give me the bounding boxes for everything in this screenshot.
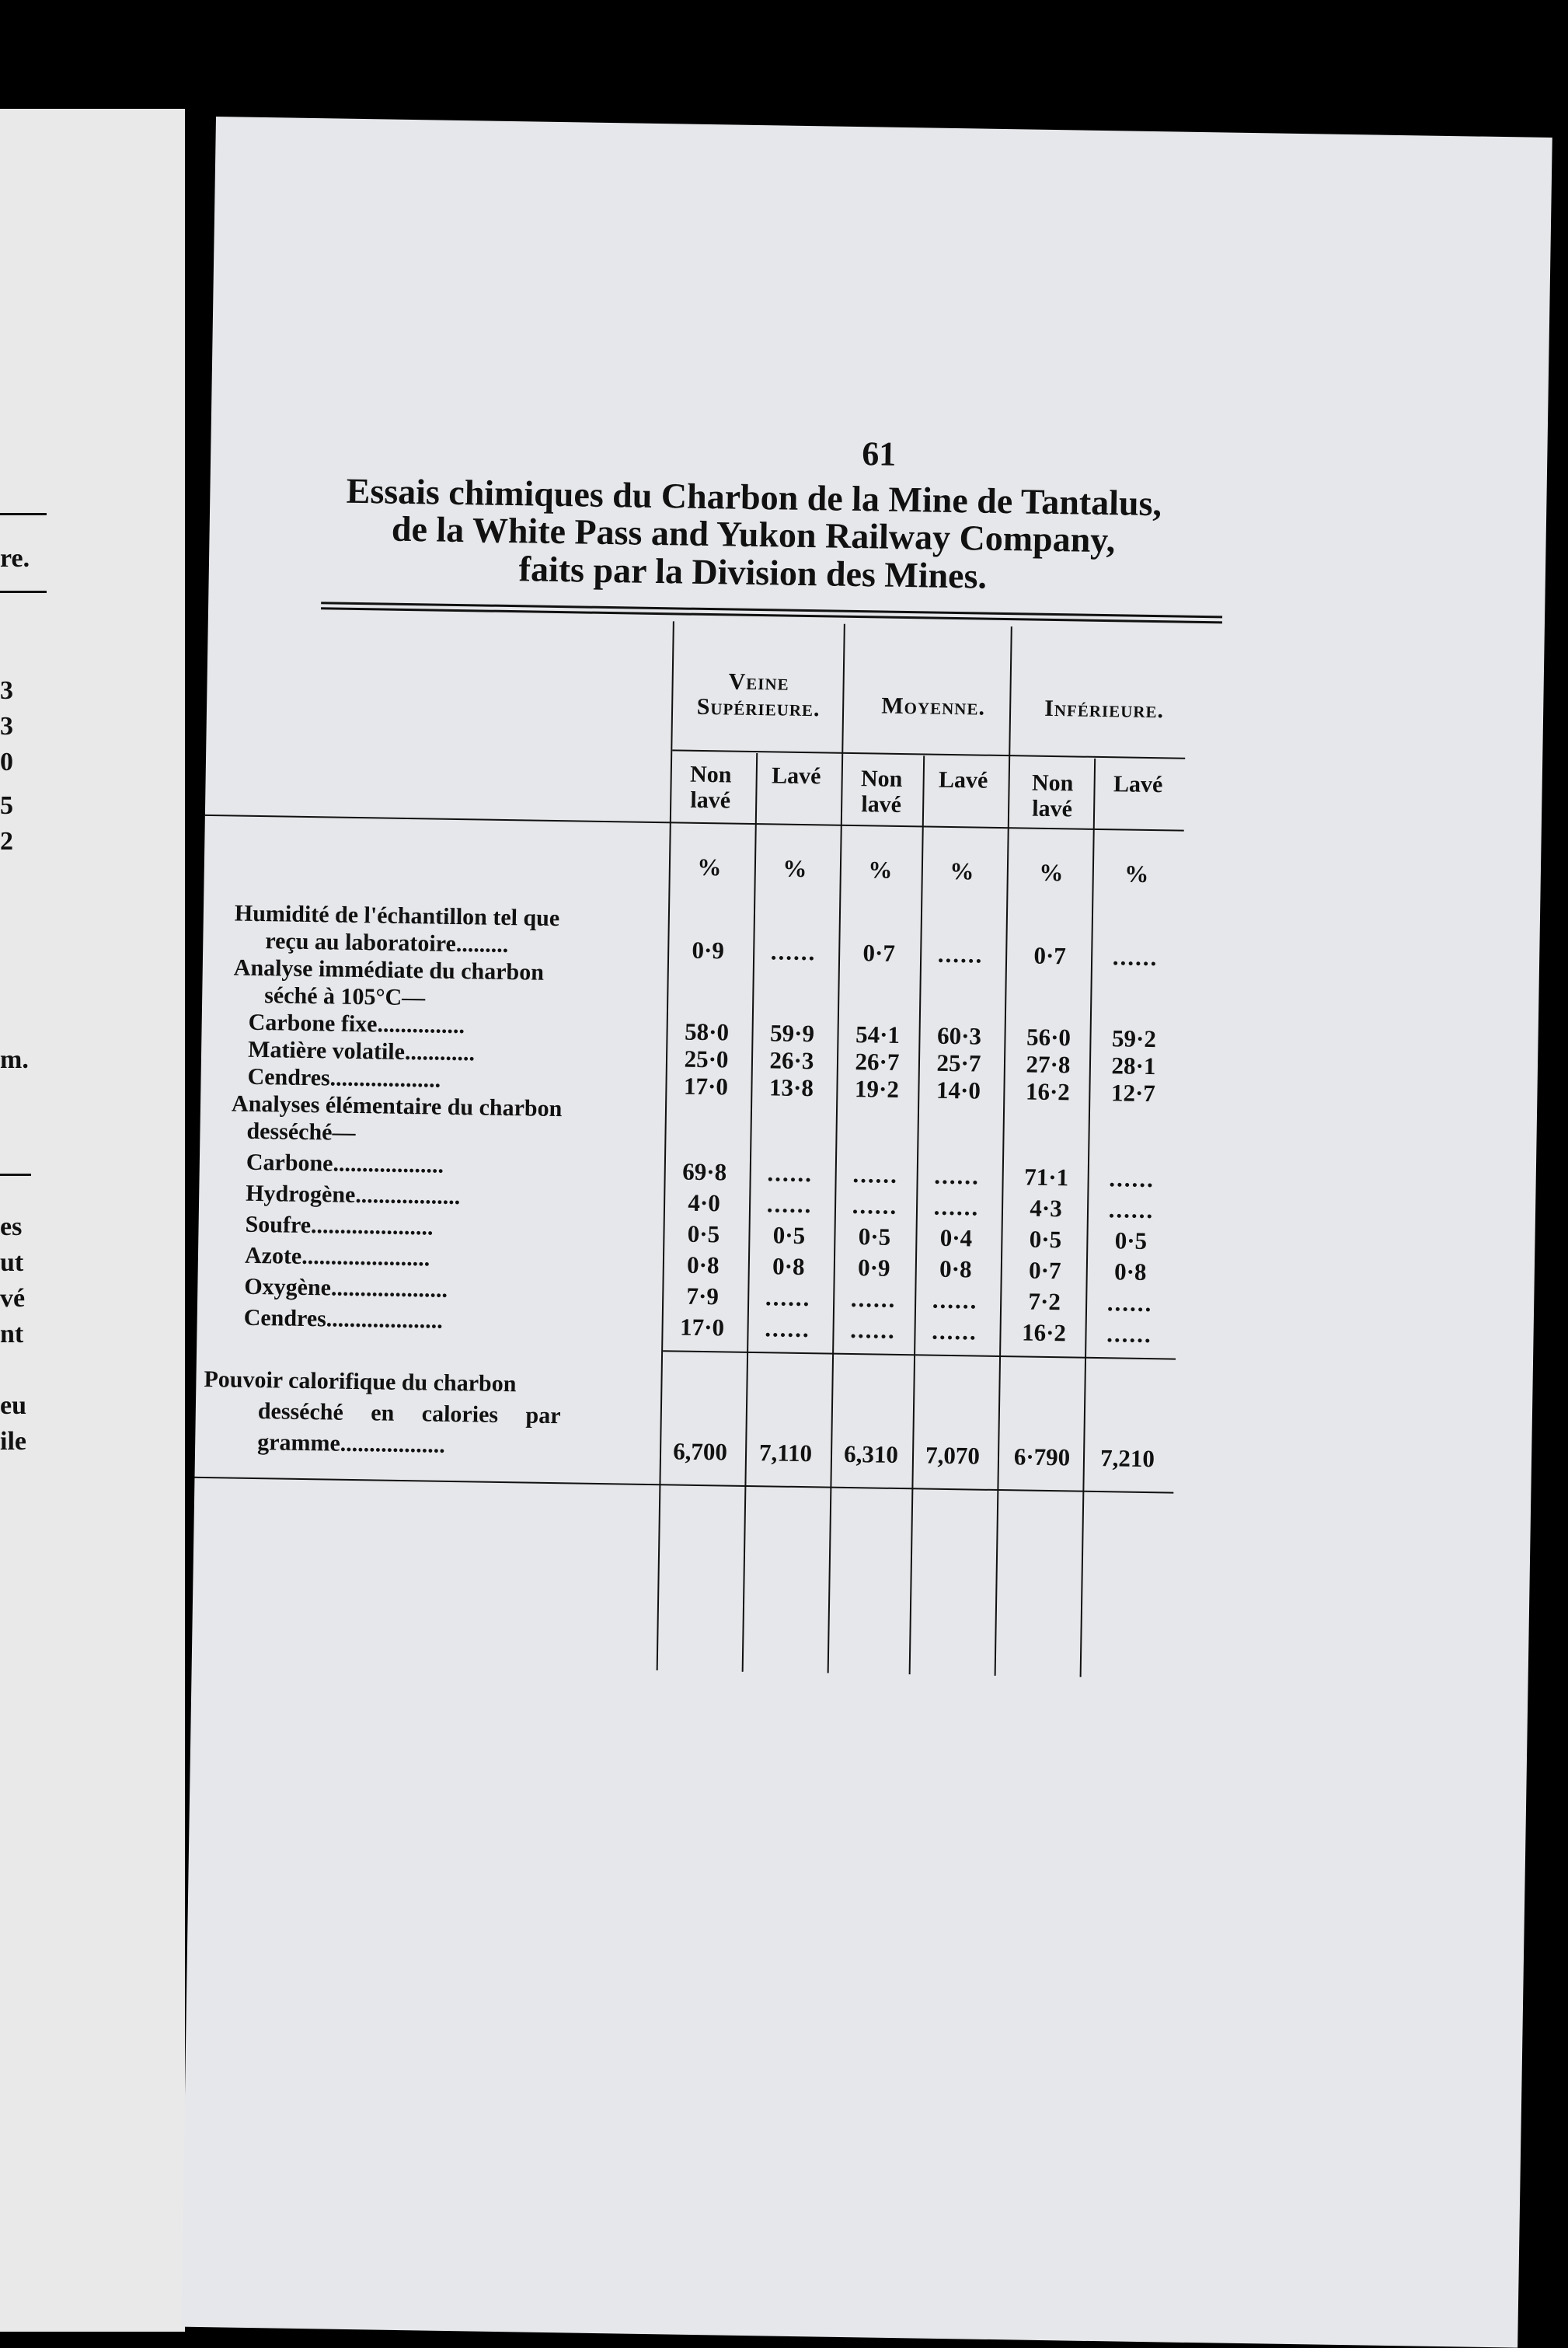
group-header-superieure: Veine Supérieure.: [696, 668, 821, 722]
data-cell: 59·2: [1111, 1024, 1157, 1053]
data-cell: 56·0: [1026, 1023, 1071, 1052]
data-cell: 26·3: [769, 1046, 814, 1075]
row-label-pouvoir-calorifique: desséché en calories par: [257, 1398, 561, 1429]
data-cell: ......: [1112, 943, 1159, 972]
data-cell: 17·0: [683, 1072, 729, 1101]
data-cell: 0·9: [857, 1254, 890, 1282]
data-cell: 27·8: [1026, 1050, 1071, 1079]
data-cell: 0·7: [1033, 941, 1067, 970]
data-cell: 0·8: [939, 1254, 972, 1283]
left-page-fragment: m.: [0, 1045, 29, 1074]
row-label-cendres: Cendres...................: [247, 1063, 441, 1093]
group-header-moyenne: Moyenne.: [881, 693, 986, 720]
data-cell: 0·5: [772, 1221, 806, 1250]
data-cell: 12·7: [1110, 1079, 1156, 1108]
row-label-analyse-immediate: séché à 105°C—: [263, 982, 426, 1011]
data-cell: 16·2: [1021, 1318, 1067, 1347]
data-cell: 26·7: [855, 1048, 900, 1076]
data-cell: 4·3: [1030, 1194, 1063, 1223]
data-cell: ......: [933, 1192, 980, 1221]
left-page-fragment: re.: [0, 544, 30, 573]
data-cell: ......: [850, 1316, 897, 1344]
subheader-lave: Lavé: [771, 762, 821, 790]
analysis-table: [181, 117, 1552, 2348]
data-cell: 13·8: [768, 1073, 814, 1102]
data-cell: 7,070: [925, 1441, 981, 1470]
data-cell: 4·0: [688, 1188, 721, 1217]
data-cell: ......: [852, 1191, 898, 1219]
unit-cell: %: [697, 853, 722, 881]
unit-cell: %: [868, 856, 893, 884]
row-label-analyse-elementaire: desséché—: [246, 1118, 356, 1146]
left-page-fragment: es: [0, 1212, 23, 1241]
data-cell: ......: [1108, 1195, 1155, 1224]
column-rule: [657, 621, 674, 1670]
left-page-fragment: 2: [0, 827, 13, 856]
data-cell: ......: [1109, 1164, 1155, 1193]
subheader-non-lave: Non lavé: [689, 761, 732, 814]
table-bottom-rule: [194, 1477, 1173, 1494]
data-cell: ......: [766, 1190, 813, 1219]
data-cell: ......: [850, 1285, 897, 1313]
data-cell: 71·1: [1024, 1163, 1069, 1191]
row-label-carbone: Carbone...................: [246, 1149, 444, 1178]
data-cell: ......: [765, 1283, 811, 1312]
document-page: [181, 117, 1552, 2348]
data-cell: 6·790: [1013, 1443, 1071, 1471]
unit-cell: %: [1124, 860, 1149, 888]
data-cell: ......: [765, 1314, 811, 1343]
left-page-fragment: 3: [0, 712, 13, 741]
unit-cell: %: [782, 854, 807, 883]
subheader-lave: Lavé: [1113, 771, 1163, 798]
row-label-pouvoir-calorifique: gramme..................: [256, 1429, 446, 1458]
left-page-fragment: 3: [0, 676, 13, 705]
data-cell: 7·9: [686, 1282, 720, 1310]
data-cell: 16·2: [1025, 1077, 1071, 1106]
left-page-rule: [0, 1174, 31, 1176]
title-line: Essais chimiques du Charbon de la Mine de Tantalus,: [346, 470, 1162, 524]
data-cell: 7·2: [1028, 1287, 1061, 1316]
title-line: de la White Pass and Yukon Railway Company,: [391, 508, 1116, 560]
subheader-non-lave: Non lavé: [860, 766, 903, 818]
subheader-non-lave: Non lavé: [1031, 769, 1074, 822]
data-cell: ......: [1106, 1320, 1153, 1348]
header-rule: [672, 749, 1185, 759]
title-line: faits par la Division des Mines.: [518, 548, 988, 596]
data-cell: 6,700: [672, 1437, 728, 1466]
data-cell: 59·9: [769, 1019, 815, 1048]
left-page-fragment: 0: [0, 748, 13, 776]
data-cell: 0·5: [858, 1223, 891, 1251]
unit-cell: %: [950, 857, 974, 885]
left-page-fragment: eu: [0, 1391, 26, 1420]
data-cell: 19·2: [854, 1075, 900, 1103]
group-header-inferieure: Inférieure.: [1044, 695, 1165, 724]
data-cell: 0·8: [772, 1252, 805, 1281]
data-cell: 0·9: [692, 936, 725, 965]
unit-cell: %: [1039, 858, 1064, 887]
data-cell: 0·7: [1028, 1256, 1061, 1285]
left-page-fragment: ile: [0, 1427, 26, 1456]
data-cell: ......: [770, 937, 817, 966]
data-cell: 0·5: [687, 1219, 720, 1248]
left-facing-page: [0, 109, 185, 2332]
data-cell: 28·1: [1111, 1052, 1156, 1080]
page-number: 61: [861, 434, 897, 473]
row-label-pouvoir-calorifique: Pouvoir calorifique du charbon: [204, 1366, 517, 1397]
row-label-matiere-volatile: Matière volatile............: [247, 1036, 476, 1066]
left-page-rule: [0, 513, 47, 515]
data-cell: 25·0: [684, 1045, 729, 1073]
data-cell: 25·7: [936, 1048, 981, 1077]
data-cell: ......: [937, 940, 984, 968]
data-cell: ......: [932, 1317, 978, 1345]
left-page-fragment: vé: [0, 1284, 26, 1313]
row-label-oxygene: Oxygène....................: [244, 1273, 448, 1303]
data-cell: ......: [934, 1161, 981, 1190]
row-label-humidite: Humidité de l'échantillon tel que: [234, 900, 560, 932]
left-page-rule: [0, 591, 47, 593]
row-label-analyse-elementaire: Analyses élémentaire du charbon: [231, 1090, 563, 1122]
data-cell: 0·4: [939, 1223, 973, 1252]
data-cell: ......: [767, 1159, 814, 1188]
data-cell: 7,210: [1099, 1444, 1155, 1473]
left-page-fragment: ut: [0, 1248, 24, 1277]
data-cell: ......: [852, 1160, 899, 1188]
data-cell: 0·8: [1113, 1258, 1147, 1286]
data-cell: 0·5: [1114, 1226, 1148, 1254]
data-cell: 7,110: [758, 1439, 813, 1467]
row-label-hydrogene: Hydrogène..................: [245, 1180, 461, 1210]
section-rule: [663, 1350, 1176, 1359]
data-cell: 0·5: [1029, 1225, 1062, 1254]
data-cell: 58·0: [684, 1017, 730, 1046]
row-label-humidite: reçu au laboratoire.........: [265, 928, 509, 958]
data-cell: 54·1: [855, 1020, 901, 1048]
row-label-soufre: Soufre.....................: [245, 1211, 434, 1240]
data-cell: ......: [1106, 1289, 1153, 1317]
left-page-fragment: 5: [0, 791, 13, 820]
subheader-lave: Lavé: [938, 766, 988, 794]
data-cell: 6,310: [843, 1439, 899, 1469]
row-label-analyse-immediate: Analyse immédiate du charbon: [233, 954, 545, 986]
data-cell: 60·3: [936, 1021, 982, 1050]
row-label-cendres: Cendres....................: [243, 1304, 444, 1334]
data-cell: 17·0: [679, 1313, 725, 1341]
data-cell: 69·8: [682, 1157, 727, 1186]
data-cell: ......: [932, 1286, 978, 1314]
data-cell: 0·8: [686, 1251, 720, 1279]
row-label-azote: Azote......................: [244, 1242, 430, 1272]
left-page-fragment: nt: [0, 1320, 24, 1348]
data-cell: 14·0: [936, 1076, 981, 1104]
data-cell: 0·7: [862, 939, 896, 967]
row-label-carbone-fixe: Carbone fixe...............: [248, 1009, 465, 1039]
